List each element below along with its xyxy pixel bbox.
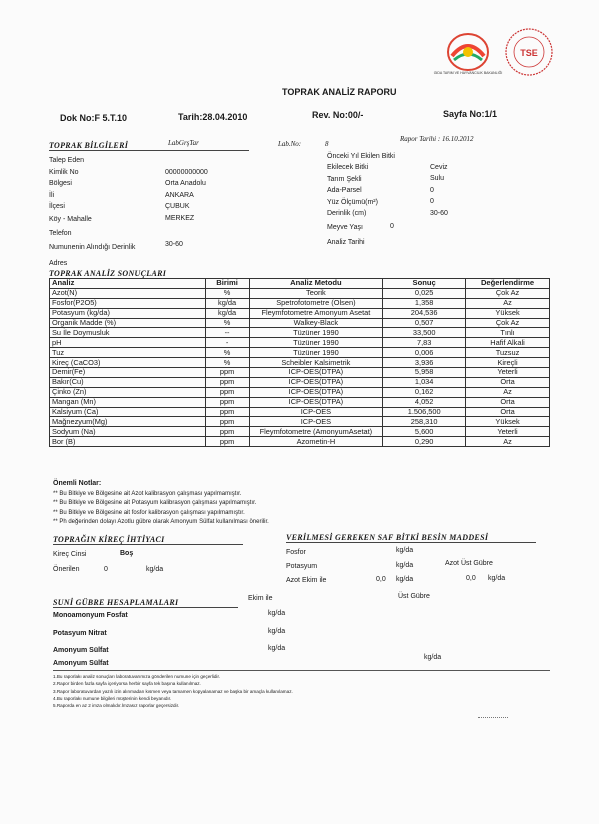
unit-cell: % bbox=[205, 288, 249, 298]
unit-cell: - bbox=[205, 338, 249, 348]
info-value: 00000000000 bbox=[165, 168, 208, 176]
info-label: Bölgesi bbox=[49, 180, 72, 188]
evaluation-cell: Orta bbox=[466, 397, 550, 407]
evaluation-cell: Orta bbox=[466, 377, 550, 387]
method-cell: Fleymfotometre (AmonyumAsetat) bbox=[249, 427, 383, 437]
doc-number: Dok No:F 5.T.10 bbox=[60, 113, 128, 123]
table-row bbox=[50, 427, 550, 437]
info-label: İli bbox=[49, 191, 55, 199]
footer-line: 3.Rapor laboratuvardan yazılı izin alınmadan kısmen veya tamamen kopyalanamaz ve başka bir amaçla kullanılamaz. bbox=[53, 688, 293, 694]
left-info-labels bbox=[49, 155, 135, 269]
info-value: Sulu bbox=[430, 175, 445, 183]
method-cell: Tüzüner 1990 bbox=[249, 338, 383, 348]
column-header-unit: Birimi bbox=[205, 279, 249, 289]
unit-cell: % bbox=[205, 318, 249, 328]
analysis-cell: Çinko (Zn) bbox=[50, 387, 206, 397]
result-cell: 0,507 bbox=[383, 318, 466, 328]
info-value bbox=[165, 225, 208, 237]
method-cell: ICP-OES(DTPA) bbox=[249, 368, 383, 378]
method-cell: ICP-OES(DTPA) bbox=[249, 397, 383, 407]
unit-cell: -- bbox=[205, 328, 249, 338]
analysis-cell: Sodyum (Na) bbox=[50, 427, 206, 437]
method-cell: Spetrofotometre (Olsen) bbox=[249, 298, 383, 308]
evaluation-cell: Çok Az bbox=[466, 318, 550, 328]
method-cell: Tüzüner 1990 bbox=[249, 348, 383, 358]
method-cell: Walkey-Black bbox=[249, 318, 383, 328]
fertilizer-heading: SUNİ GÜBRE HESAPLAMALARI bbox=[53, 598, 238, 608]
note-item: ** Bu Bitkiye ve Bölgesine ait Azot kalibrasyon çalışması yapılmamıştır. bbox=[53, 491, 242, 497]
result-cell: 0,290 bbox=[383, 437, 466, 447]
table-row bbox=[50, 437, 550, 447]
doc-date: Tarih:28.04.2010 bbox=[178, 112, 248, 122]
info-label: Adres bbox=[49, 259, 68, 267]
lab-no-value: 8 bbox=[325, 140, 329, 148]
info-label: Telefon bbox=[49, 229, 72, 237]
fertilizer-ammonium-sulfate-top-unit: kg/da bbox=[424, 654, 442, 661]
table-row bbox=[50, 368, 550, 378]
fertilizer-potassium-nitrate: Potasyum Nitrat bbox=[53, 630, 107, 637]
fertilizer-map: Monoamonyum Fosfat bbox=[53, 612, 128, 619]
fertilizer-ammonium-sulfate-sowing-unit: kg/da bbox=[268, 645, 286, 652]
evaluation-cell: Yeterli bbox=[466, 368, 550, 378]
analysis-cell: Mangan (Mn) bbox=[50, 397, 206, 407]
info-label: İlçesi bbox=[49, 203, 65, 211]
evaluation-cell: Orta bbox=[466, 407, 550, 417]
footer-notes bbox=[53, 673, 293, 709]
fertilizer-ammonium-sulfate-top: Amonyum Sülfat bbox=[53, 660, 109, 667]
table-row bbox=[50, 387, 550, 397]
fruit-age-value: 0 bbox=[390, 223, 394, 230]
evaluation-cell: Çok Az bbox=[466, 288, 550, 298]
at-sowing-label: Ekim ile bbox=[248, 595, 273, 602]
table-row bbox=[50, 377, 550, 387]
table-row bbox=[50, 338, 550, 348]
info-label: Ada-Parsel bbox=[327, 187, 362, 195]
svg-text:GIDA TARIM VE HAYVANCILIK BAKA: GIDA TARIM VE HAYVANCILIK BAKANLIĞI bbox=[433, 71, 503, 75]
method-cell: ICP-OES bbox=[249, 417, 383, 427]
top-dressing-n-label: Azot Üst Gübre bbox=[445, 560, 493, 567]
info-label: Analiz Tarihi bbox=[327, 238, 365, 246]
top-dressing-n-value: 0,0 bbox=[466, 575, 476, 582]
method-cell: ICP-OES(DTPA) bbox=[249, 387, 383, 397]
result-cell: 0,162 bbox=[383, 387, 466, 397]
analysis-cell: Tuz bbox=[50, 348, 206, 358]
method-cell: ICP-OES(DTPA) bbox=[249, 377, 383, 387]
signature-line bbox=[478, 717, 508, 718]
report-title: TOPRAK ANALİZ RAPORU bbox=[282, 87, 397, 97]
result-cell: 204,536 bbox=[383, 308, 466, 318]
info-value: Orta Anadolu bbox=[165, 180, 206, 188]
left-info-values bbox=[165, 155, 208, 251]
report-date: Rapor Tarihi : 16.10.2012 bbox=[400, 135, 474, 143]
phosphorus-label: Fosfor bbox=[286, 549, 306, 556]
potassium-label: Potasyum bbox=[286, 563, 318, 570]
analysis-cell: Kireç (CaCO3) bbox=[50, 358, 206, 368]
unit-cell: ppm bbox=[205, 437, 249, 447]
analysis-cell: Su İle Doymusluk bbox=[50, 328, 206, 338]
footer-divider bbox=[53, 670, 550, 671]
evaluation-cell: Az bbox=[466, 387, 550, 397]
info-label: Köy - Mahalle bbox=[49, 215, 92, 223]
results-heading: TOPRAK ANALİZ SONUÇLARI bbox=[49, 269, 224, 279]
info-label: Tarım Şekli bbox=[327, 175, 362, 183]
table-row bbox=[50, 348, 550, 358]
info-label: Ekilecek Bitki bbox=[327, 164, 369, 172]
unit-cell: ppm bbox=[205, 397, 249, 407]
potassium-unit: kg/da bbox=[396, 562, 414, 569]
sowing-n-unit: kg/da bbox=[396, 576, 414, 583]
analysis-cell: Bor (B) bbox=[50, 437, 206, 447]
fertilizer-map-unit: kg/da bbox=[268, 610, 286, 617]
fertilizer-ammonium-sulfate-sowing: Amonyum Sülfat bbox=[53, 647, 109, 654]
sowing-n-label: Azot Ekim ile bbox=[286, 577, 327, 584]
unit-cell: ppm bbox=[205, 407, 249, 417]
footer-line: 5.Raporda en az 2 imza olmalıdır.İmzasız raporlar geçersizdir. bbox=[53, 703, 180, 709]
lab-gris-label: LabGrşTar bbox=[168, 139, 199, 147]
page-number: Sayfa No:1/1 bbox=[443, 109, 498, 119]
result-cell: 0,025 bbox=[383, 288, 466, 298]
unit-cell: % bbox=[205, 358, 249, 368]
analysis-cell: Bakır(Cu) bbox=[50, 377, 206, 387]
info-label: Meyve Yaşı bbox=[327, 224, 363, 232]
evaluation-cell: Az bbox=[466, 437, 550, 447]
analysis-cell: Organik Madde (%) bbox=[50, 318, 206, 328]
method-cell: Tüzüner 1990 bbox=[249, 328, 383, 338]
result-cell: 0,006 bbox=[383, 348, 466, 358]
result-cell: 5,958 bbox=[383, 368, 466, 378]
table-row bbox=[50, 298, 550, 308]
evaluation-cell: Kireçli bbox=[466, 358, 550, 368]
column-header-result: Sonuç bbox=[383, 279, 466, 289]
method-cell: Scheibler Kalsimetrik bbox=[249, 358, 383, 368]
svg-text:TSE: TSE bbox=[520, 48, 538, 58]
info-label: Önceki Yıl Ekilen Bitki bbox=[327, 153, 395, 160]
tse-stamp-icon bbox=[503, 26, 555, 78]
result-cell: 258,310 bbox=[383, 417, 466, 427]
column-header-analysis: Analiz bbox=[50, 279, 206, 289]
analysis-cell: Potasyum (kg/da) bbox=[50, 308, 206, 318]
analysis-cell: pH bbox=[50, 338, 206, 348]
method-cell: Azometin-H bbox=[249, 437, 383, 447]
evaluation-cell: Tınlı bbox=[466, 328, 550, 338]
info-value: MERKEZ bbox=[165, 214, 195, 222]
column-header-evaluation: Değerlendirme bbox=[466, 279, 550, 289]
info-value: ANKARA bbox=[165, 191, 194, 199]
analysis-cell: Azot(N) bbox=[50, 288, 206, 298]
footer-line: 4.Bu raporlakı numune bilgileri müşterinin kendi beyanıdır. bbox=[53, 695, 172, 701]
evaluation-cell: Yüksek bbox=[466, 308, 550, 318]
unit-cell: ppm bbox=[205, 387, 249, 397]
evaluation-cell: Tuzsuz bbox=[466, 348, 550, 358]
evaluation-cell: Yeterli bbox=[466, 427, 550, 437]
info-label: Kimlik No bbox=[49, 168, 79, 176]
unit-cell: ppm bbox=[205, 368, 249, 378]
footer-line: 1.Bu raporlakı analiz sonuçları laboratuvarımıza gönderilen numune için geçerlidir. bbox=[53, 674, 220, 679]
lime-unit: kg/da bbox=[146, 566, 164, 573]
lime-type-label: Kireç Cinsi bbox=[53, 551, 87, 558]
table-row bbox=[50, 407, 550, 417]
result-cell: 7,83 bbox=[383, 338, 466, 348]
table-row bbox=[50, 358, 550, 368]
note-item: ** Bu Bitkiye ve Bölgesine ait fosfor kalibrasyon çalışması yapılmamıştır. bbox=[53, 509, 245, 516]
table-header-row bbox=[50, 279, 550, 289]
info-value: 30-60 bbox=[165, 241, 183, 249]
info-label: Yüz Ölçümü(m²) bbox=[327, 198, 378, 206]
lime-type-value: Boş bbox=[120, 550, 134, 557]
unit-cell: kg/da bbox=[205, 308, 249, 318]
table-row bbox=[50, 397, 550, 407]
results-table bbox=[49, 278, 550, 447]
info-value: Ceviz bbox=[430, 164, 448, 171]
result-cell: 4,052 bbox=[383, 397, 466, 407]
result-cell: 1,358 bbox=[383, 298, 466, 308]
info-value bbox=[165, 155, 208, 167]
ministry-logo-icon bbox=[433, 30, 503, 78]
info-label: Talep Eden bbox=[49, 157, 85, 164]
column-header-method: Analiz Metodu bbox=[249, 279, 383, 289]
evaluation-cell: Yüksek bbox=[466, 417, 550, 427]
info-label: Derinlik (cm) bbox=[327, 210, 367, 218]
evaluation-cell: Hafif Alkali bbox=[466, 338, 550, 348]
unit-cell: ppm bbox=[205, 417, 249, 427]
sowing-n-value: 0,0 bbox=[376, 576, 386, 583]
info-value: 30-60 bbox=[430, 209, 448, 217]
info-value: 0 bbox=[430, 198, 434, 206]
lab-no-label: Lab.No: bbox=[278, 140, 302, 148]
unit-cell: kg/da bbox=[205, 298, 249, 308]
right-info-values bbox=[430, 162, 448, 219]
note-item: ** Bu Bitkiye ve Bölgesine ait Potasyum kalibrasyon çalışması yapılmamıştır. bbox=[53, 500, 257, 507]
top-dressing-label: Üst Gübre bbox=[398, 593, 430, 600]
notes-list bbox=[53, 490, 269, 527]
nutrients-heading: VERİLMESİ GEREKEN SAF BİTKİ BESİN MADDESİ bbox=[286, 533, 536, 543]
soil-info-heading: TOPRAK BİLGİLERİ bbox=[49, 141, 249, 151]
results-table-body bbox=[50, 288, 550, 446]
info-label: Numunenin Alındığı Derinlik bbox=[49, 244, 136, 252]
fertilizer-potassium-nitrate-unit: kg/da bbox=[268, 628, 286, 635]
lime-recommended-value: 0 bbox=[104, 566, 108, 573]
table-row bbox=[50, 308, 550, 318]
unit-cell: ppm bbox=[205, 427, 249, 437]
method-cell: Fleymfotometre Amonyum Asetat bbox=[249, 308, 383, 318]
unit-cell: ppm bbox=[205, 377, 249, 387]
result-cell: 3,936 bbox=[383, 358, 466, 368]
result-cell: 5,600 bbox=[383, 427, 466, 437]
evaluation-cell: Az bbox=[466, 298, 550, 308]
result-cell: 1.506,500 bbox=[383, 407, 466, 417]
note-item: ** Ph değerinden dolayı Azotlu gübre olarak Amonyum Sülfat kullanılması önerilir. bbox=[53, 518, 269, 525]
top-dressing-n-unit: kg/da bbox=[488, 575, 506, 582]
lime-recommended-label: Önerilen bbox=[53, 566, 80, 573]
analysis-cell: Fosfor(P2O5) bbox=[50, 298, 206, 308]
phosphorus-unit: kg/da bbox=[396, 547, 414, 554]
analysis-cell: Demir(Fe) bbox=[50, 368, 206, 378]
table-row bbox=[50, 417, 550, 427]
revision-number: Rev. No:00/- bbox=[312, 110, 364, 120]
result-cell: 33,500 bbox=[383, 328, 466, 338]
info-value: 0 bbox=[430, 186, 434, 194]
footer-line: 2.Rapor birden fazla sayfa içeriyorsa herbir sayfa tek başına kullanılmaz. bbox=[53, 681, 201, 687]
right-info-labels bbox=[327, 151, 395, 248]
unit-cell: % bbox=[205, 348, 249, 358]
notes-title: Önemli Notlar: bbox=[53, 480, 102, 487]
analysis-cell: Mağnezyum(Mg) bbox=[50, 417, 206, 427]
result-cell: 1,034 bbox=[383, 377, 466, 387]
analysis-cell: Kalsiyum (Ca) bbox=[50, 407, 206, 417]
method-cell: ICP-OES bbox=[249, 407, 383, 417]
info-value: ÇUBUK bbox=[165, 203, 190, 211]
table-row bbox=[50, 318, 550, 328]
method-cell: Teorik bbox=[249, 288, 383, 298]
table-row bbox=[50, 328, 550, 338]
table-row bbox=[50, 288, 550, 298]
lime-heading: TOPRAĞIN KİREÇ İHTİYACI bbox=[53, 535, 243, 545]
